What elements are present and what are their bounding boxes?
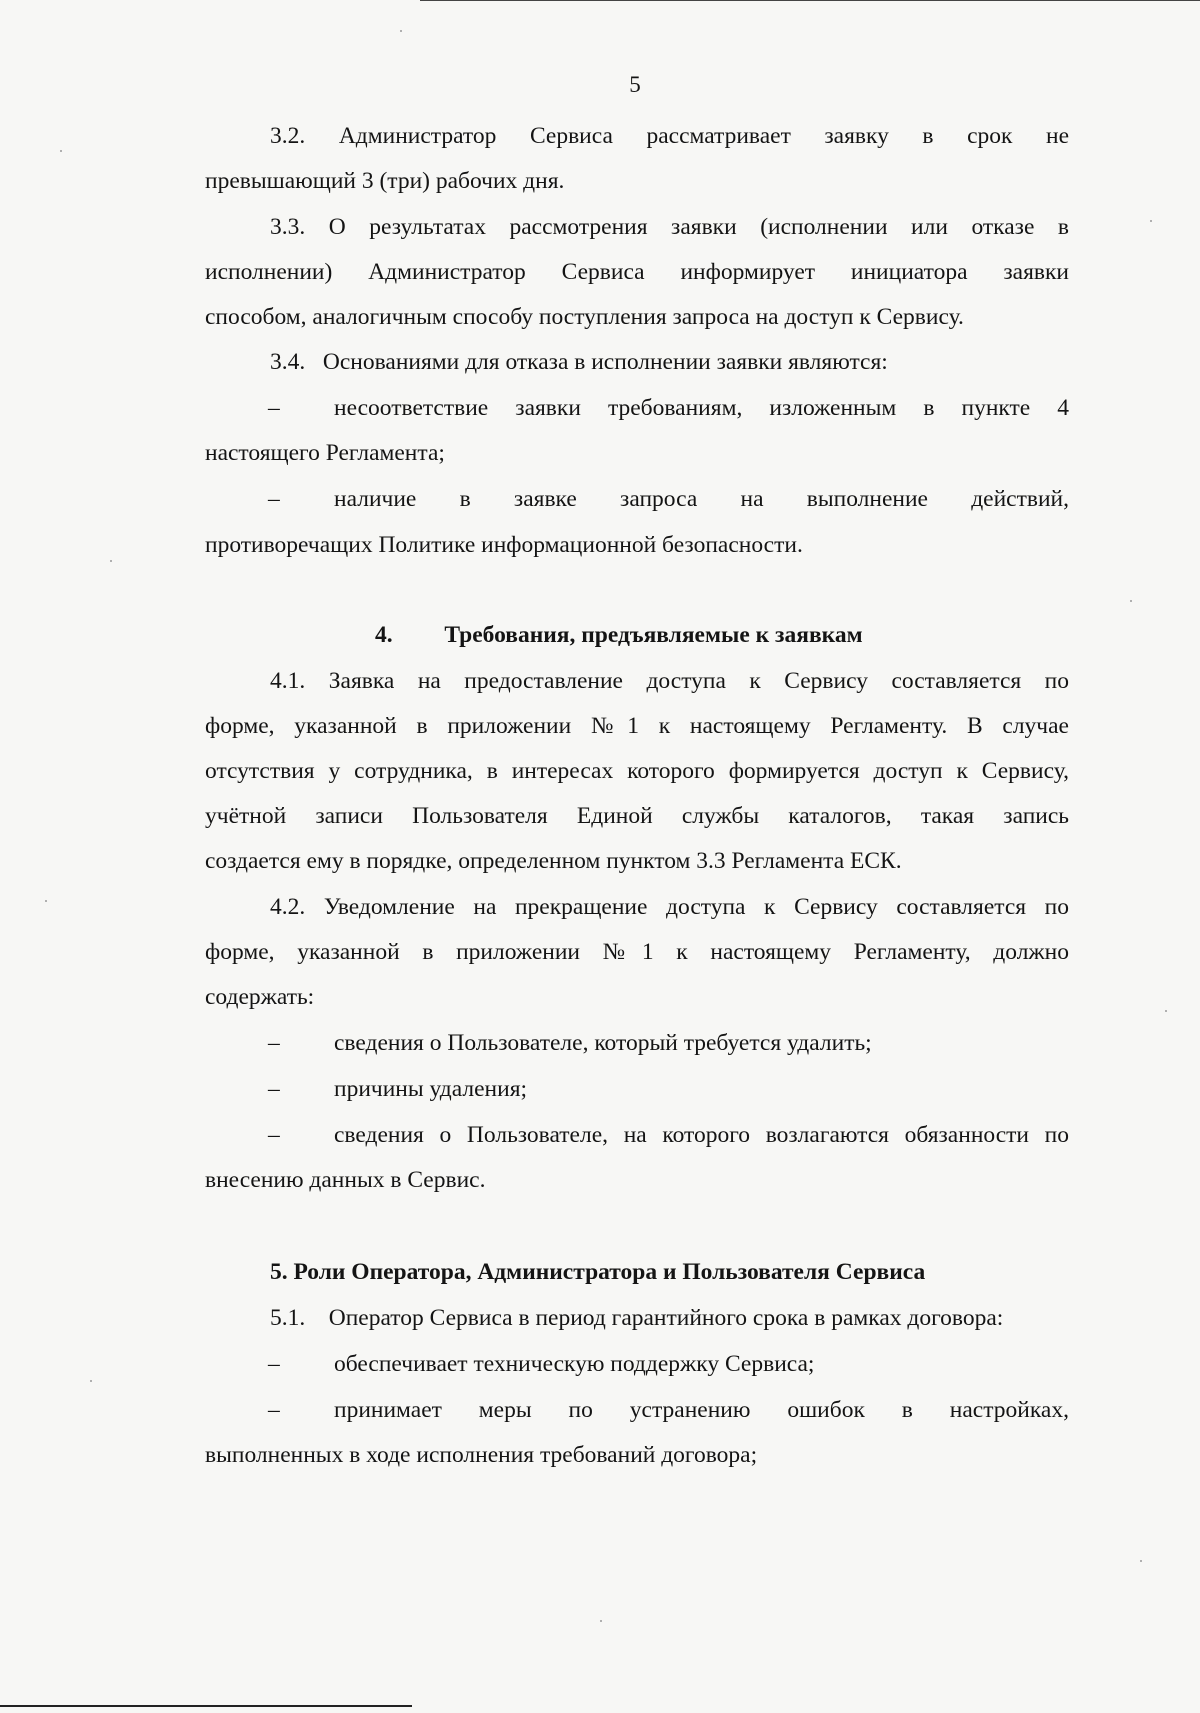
paragraph-3-3-line-1	[270, 212, 1069, 242]
bullet-dash: –	[268, 1076, 280, 1102]
bullet-dash: –	[268, 1030, 280, 1056]
paragraph-number: 5.1.	[270, 1305, 306, 1331]
scan-noise	[1140, 1560, 1142, 1562]
paragraph-number: 3.3.	[270, 214, 306, 240]
section-4-heading	[375, 620, 863, 650]
page-number: 5	[629, 72, 641, 97]
bullet-5-1-2-line-1: принимает меры по устранению ошибок в настройках,	[334, 1397, 1069, 1423]
scan-noise	[60, 150, 62, 152]
paragraph-text: Оператор Сервиса в период гарантийного срока в рамках договора:	[328, 1305, 1004, 1331]
bullet-3-4-2-line-2: противоречащих Политике информационной безопасности.	[205, 532, 803, 558]
bullet-3-4-1-line-2: настоящего Регламента;	[205, 440, 445, 466]
paragraph-4-1-line-3: отсутствия у сотрудника, в интересах которого формируется доступ к Сервису,	[205, 758, 1069, 784]
paragraph-number: 3.4.	[270, 349, 306, 375]
paragraph-5-1-line-1	[270, 1303, 1069, 1333]
scan-top-edge-line	[420, 0, 1200, 1]
paragraph-text: Администратор Сервиса рассматривает заявку в срок не	[338, 123, 1070, 149]
scan-noise	[90, 1380, 92, 1382]
bullet-dash: –	[268, 1351, 280, 1377]
paragraph-3-2-line-1	[270, 121, 1069, 151]
bullet-4-2-1: сведения о Пользователе, который требуется удалить;	[334, 1030, 872, 1056]
paragraph-text: Заявка на предоставление доступа к Сервису составляется по	[328, 668, 1069, 694]
scan-noise	[400, 30, 402, 32]
paragraph-number: 4.1.	[270, 668, 306, 694]
bullet-5-1-1: обеспечивает техническую поддержку Сервиса;	[334, 1351, 815, 1377]
bullet-4-2-3-line-1: сведения о Пользователе, на которого возлагаются обязанности по	[334, 1122, 1069, 1148]
paragraph-text: О результатах рассмотрения заявки (исполнении или отказе в	[328, 214, 1070, 240]
bullet-dash: –	[268, 1397, 280, 1423]
scan-noise	[1150, 220, 1152, 222]
paragraph-text: Уведомление на прекращение доступа к Сервису составляется по	[323, 894, 1069, 920]
scan-bottom-edge-line	[0, 1705, 412, 1707]
bullet-dash: –	[268, 395, 280, 421]
scan-noise	[1130, 600, 1132, 602]
bullet-4-2-2: причины удаления;	[334, 1076, 528, 1102]
paragraph-4-1-line-5: создается ему в порядке, определенном пунктом 3.3 Регламента ЕСК.	[205, 848, 902, 874]
paragraph-number: 3.2.	[270, 123, 306, 149]
scan-noise	[45, 900, 47, 902]
bullet-3-4-2-line-1: наличие в заявке запроса на выполнение действий,	[334, 486, 1069, 512]
bullet-dash: –	[268, 486, 280, 512]
paragraph-4-2-line-1	[270, 892, 1069, 922]
bullet-5-1-2-line-2: выполненных в ходе исполнения требований договора;	[205, 1442, 758, 1468]
bullet-3-4-1-line-1: несоответствие заявки требованиям, изложенным в пункте 4	[334, 395, 1069, 421]
bullet-4-2-3-line-2: внесению данных в Сервис.	[205, 1167, 486, 1193]
paragraph-3-3-line-3: способом, аналогичным способу поступления запроса на доступ к Сервису.	[205, 304, 964, 330]
paragraph-4-2-line-3: содержать:	[205, 984, 315, 1010]
paragraph-4-2-line-2: форме, указанной в приложении №1 к настоящему Регламенту, должно	[205, 939, 1069, 965]
scan-noise	[110, 560, 112, 562]
scan-noise	[1165, 1010, 1167, 1012]
paragraph-4-1-line-2: форме, указанной в приложении №1 к настоящему Регламенту. В случае	[205, 713, 1069, 739]
paragraph-4-1-line-1	[270, 666, 1069, 696]
paragraph-3-2-line-2: превышающий 3 (три) рабочих дня.	[205, 168, 565, 194]
section-5-heading: 5. Роли Оператора, Администратора и Пользователя Сервиса	[270, 1259, 926, 1285]
paragraph-4-1-line-4: учётной записи Пользователя Единой службы каталогов, такая запись	[205, 803, 1069, 829]
paragraph-3-3-line-2: исполнении) Администратор Сервиса информирует инициатора заявки	[205, 259, 1069, 285]
scan-noise	[600, 1620, 602, 1622]
paragraph-text: Основаниями для отказа в исполнении заявки являются:	[322, 349, 888, 375]
bullet-dash: –	[268, 1122, 280, 1148]
heading-text: Требования, предъявляемые к заявкам	[444, 622, 863, 648]
paragraph-3-4-line-1	[270, 347, 1069, 377]
heading-number: 4.	[375, 622, 393, 648]
paragraph-number: 4.2.	[270, 894, 306, 920]
